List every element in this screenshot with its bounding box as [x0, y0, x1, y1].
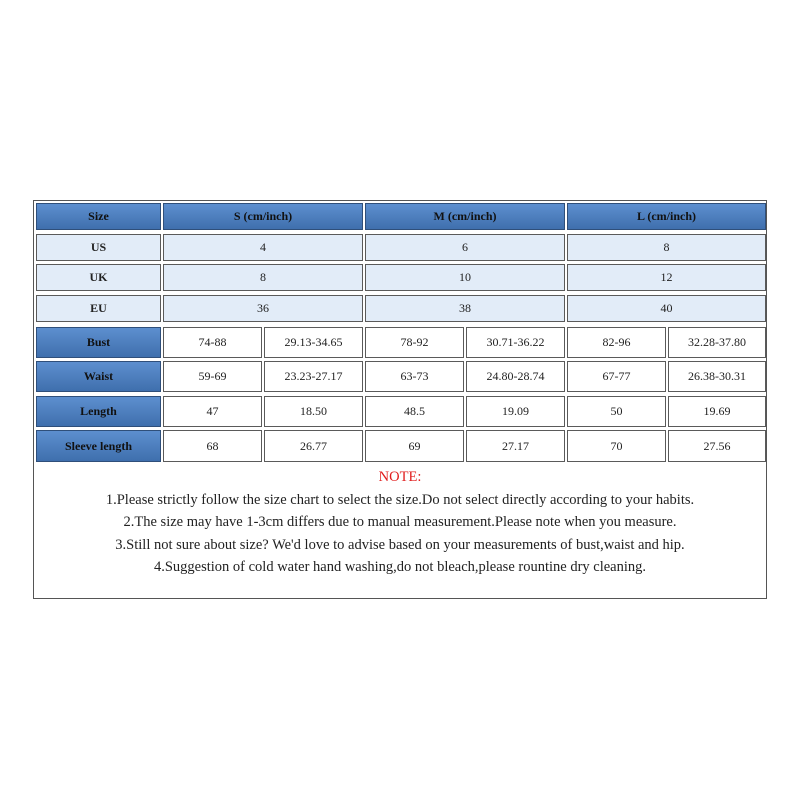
cell-length-m-cm: 48.5: [365, 396, 464, 427]
cell-us-l: 8: [567, 234, 766, 261]
note-line: 1.Please strictly follow the size chart to select the size.Do not select directly according to your habits.: [105, 491, 695, 508]
row-label-length: Length: [36, 396, 161, 427]
size-chart: [33, 200, 767, 599]
cell-length-s-cm: 47: [163, 396, 262, 427]
cell-bust-l-inch: 32.28-37.80: [668, 327, 766, 358]
cell-us-m: 6: [365, 234, 565, 261]
note-line: 3.Still not sure about size? We'd love to advise based on your measurements of bust,waist and hip.: [115, 536, 685, 553]
header-size: Size: [36, 203, 161, 230]
row-label-bust: Bust: [36, 327, 161, 358]
cell-length-m-inch: 19.09: [466, 396, 565, 427]
cell-length-l-inch: 19.69: [668, 396, 766, 427]
cell-eu-l: 40: [567, 295, 766, 322]
cell-bust-m-inch: 30.71-36.22: [466, 327, 565, 358]
cell-waist-l-inch: 26.38-30.31: [668, 361, 766, 392]
row-label-sleeve-length: Sleeve length: [36, 430, 161, 462]
cell-length-s-inch: 18.50: [264, 396, 363, 427]
note-title: NOTE:: [378, 469, 422, 485]
note-section: [34, 466, 766, 579]
cell-bust-l-cm: 82-96: [567, 327, 666, 358]
header-l: L (cm/inch): [567, 203, 766, 230]
header-s: S (cm/inch): [163, 203, 363, 230]
cell-sleeve-s-inch: 26.77: [264, 430, 363, 462]
cell-waist-s-inch: 23.23-27.17: [264, 361, 363, 392]
cell-sleeve-m-cm: 69: [365, 430, 464, 462]
cell-waist-l-cm: 67-77: [567, 361, 666, 392]
note-line: 4.Suggestion of cold water hand washing,do not bleach,please rountine dry cleaning.: [153, 559, 647, 575]
cell-eu-s: 36: [163, 295, 363, 322]
cell-bust-m-cm: 78-92: [365, 327, 464, 358]
cell-sleeve-m-inch: 27.17: [466, 430, 565, 462]
cell-bust-s-cm: 74-88: [163, 327, 262, 358]
cell-sleeve-l-inch: 27.56: [668, 430, 766, 462]
cell-uk-l: 12: [567, 264, 766, 291]
cell-waist-m-cm: 63-73: [365, 361, 464, 392]
row-label-uk: UK: [36, 264, 161, 291]
cell-us-s: 4: [163, 234, 363, 261]
note-line: 2.The size may have 1-3cm differs due to manual measurement.Please note when you measure.: [123, 514, 677, 530]
row-label-eu: EU: [36, 295, 161, 322]
cell-sleeve-s-cm: 68: [163, 430, 262, 462]
cell-bust-s-inch: 29.13-34.65: [264, 327, 363, 358]
cell-sleeve-l-cm: 70: [567, 430, 666, 462]
cell-length-l-cm: 50: [567, 396, 666, 427]
header-m: M (cm/inch): [365, 203, 565, 230]
cell-eu-m: 38: [365, 295, 565, 322]
cell-waist-m-inch: 24.80-28.74: [466, 361, 565, 392]
row-label-waist: Waist: [36, 361, 161, 392]
cell-uk-s: 8: [163, 264, 363, 291]
cell-uk-m: 10: [365, 264, 565, 291]
row-label-us: US: [36, 234, 161, 261]
cell-waist-s-cm: 59-69: [163, 361, 262, 392]
